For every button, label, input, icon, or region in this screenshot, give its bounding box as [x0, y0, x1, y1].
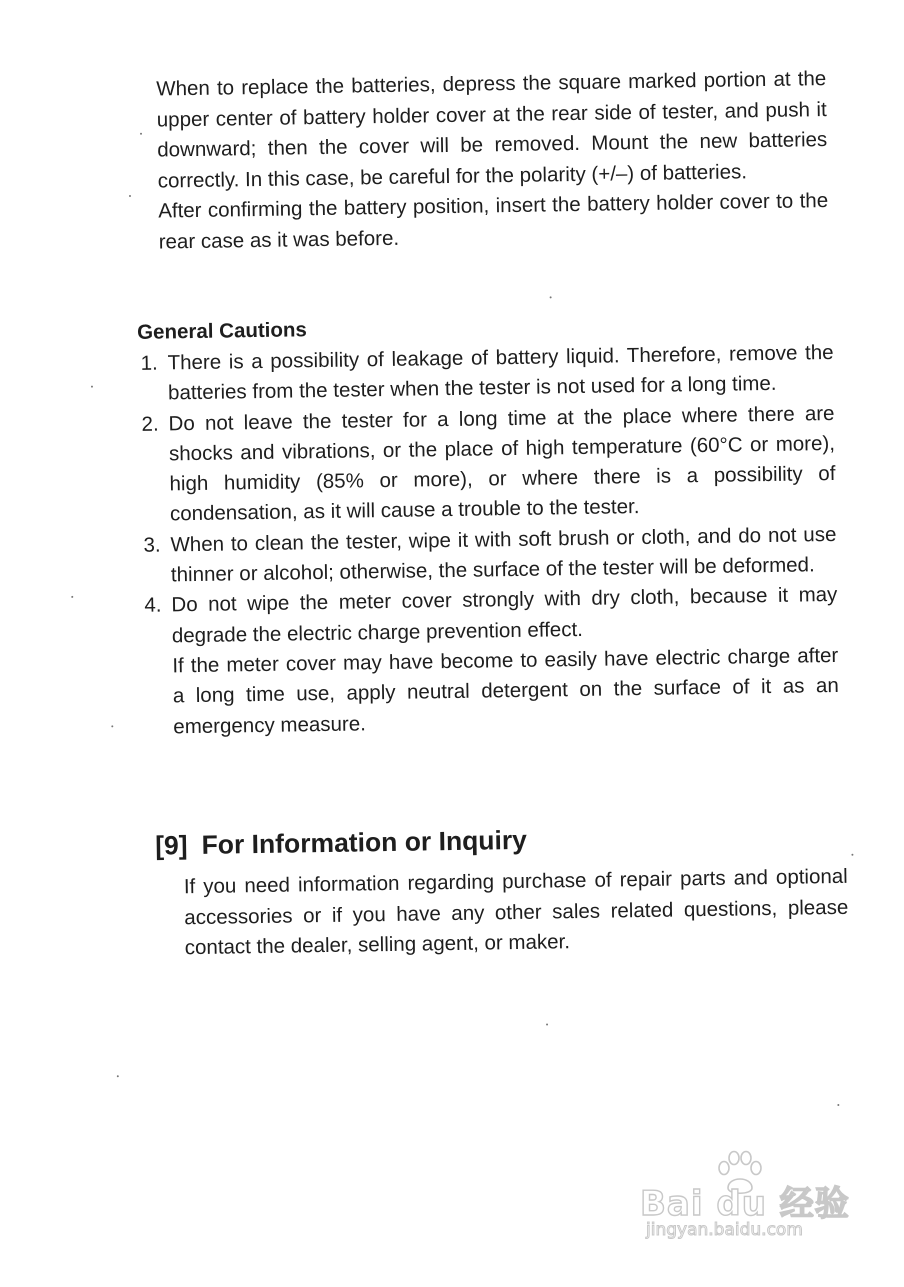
scan-speck	[851, 854, 853, 856]
section-number: [9]	[154, 830, 188, 861]
caution-item-3	[143, 520, 837, 591]
caution-text: Do not wipe the meter cover strongly with dry cloth, because it may degrade the electric charge prevention effect.	[171, 583, 838, 648]
scan-speck	[140, 133, 142, 135]
scan-speck	[550, 296, 552, 298]
caution-text: There is a possibility of leakage of battery liquid. Therefore, remove the batteries from the tester when the tester is not used for a long time.	[167, 340, 834, 405]
section-title: For Information or Inquiry	[201, 824, 528, 860]
watermark-url: jingyan.baidu.com	[646, 1220, 803, 1240]
scan-speck	[546, 1024, 548, 1026]
caution-text: When to clean the tester, wipe it with soft brush or cloth, and do not use thinner or alcohol; otherwise, the surface of the tester will be deformed.	[170, 522, 837, 587]
caution-number: 4.	[144, 593, 162, 618]
scan-speck	[129, 195, 131, 197]
general-cautions-heading: General Cautions	[136, 318, 308, 344]
caution-item-2	[141, 399, 836, 531]
inquiry-section-heading	[155, 825, 527, 862]
intro-paragraph-1: When to replace the batteries, depress the square marked portion at the upper center of battery holder cover at the rear side of tester, and push it downward; then the cover will be removed. Mount the new batteries correctly. In this case, be careful for the polarity (+/–) of batteries.	[156, 67, 828, 193]
intro-paragraph-2: After confirming the battery position, insert the battery holder cover to the rear case as it was before.	[158, 189, 829, 254]
caution-item-1	[140, 338, 834, 409]
battery-replacement-instructions	[156, 64, 829, 258]
caution-text: Do not leave the tester for a long time at the place where there are shocks and vibrations, or the place of high temperature (60°C or more), high humidity (85% or more), or where there is a possibility of condensation, as it will cause a trouble to the tester.	[168, 401, 836, 526]
scan-speck	[117, 1075, 119, 1077]
watermark-logo-text: Bai du 经验	[640, 1184, 850, 1224]
scan-speck	[71, 596, 73, 598]
baidu-watermark	[632, 1150, 872, 1250]
scan-speck	[111, 725, 113, 727]
caution-number: 2.	[141, 412, 159, 436]
scan-speck	[91, 386, 93, 388]
caution-text-continued: If the meter cover may have become to easily have electric charge after a long time use, apply neutral detergent on the surface of it as an emergency measure.	[172, 643, 839, 738]
inquiry-body: If you need information regarding purchase of repair parts and optional accessories or if you have any other sales related questions, please contact the dealer, selling agent, or maker.	[183, 864, 849, 960]
caution-number: 3.	[143, 533, 161, 557]
caution-item-4	[144, 580, 839, 742]
general-cautions-list	[140, 338, 839, 743]
caution-number: 1.	[140, 351, 158, 375]
scan-speck	[837, 1104, 839, 1106]
